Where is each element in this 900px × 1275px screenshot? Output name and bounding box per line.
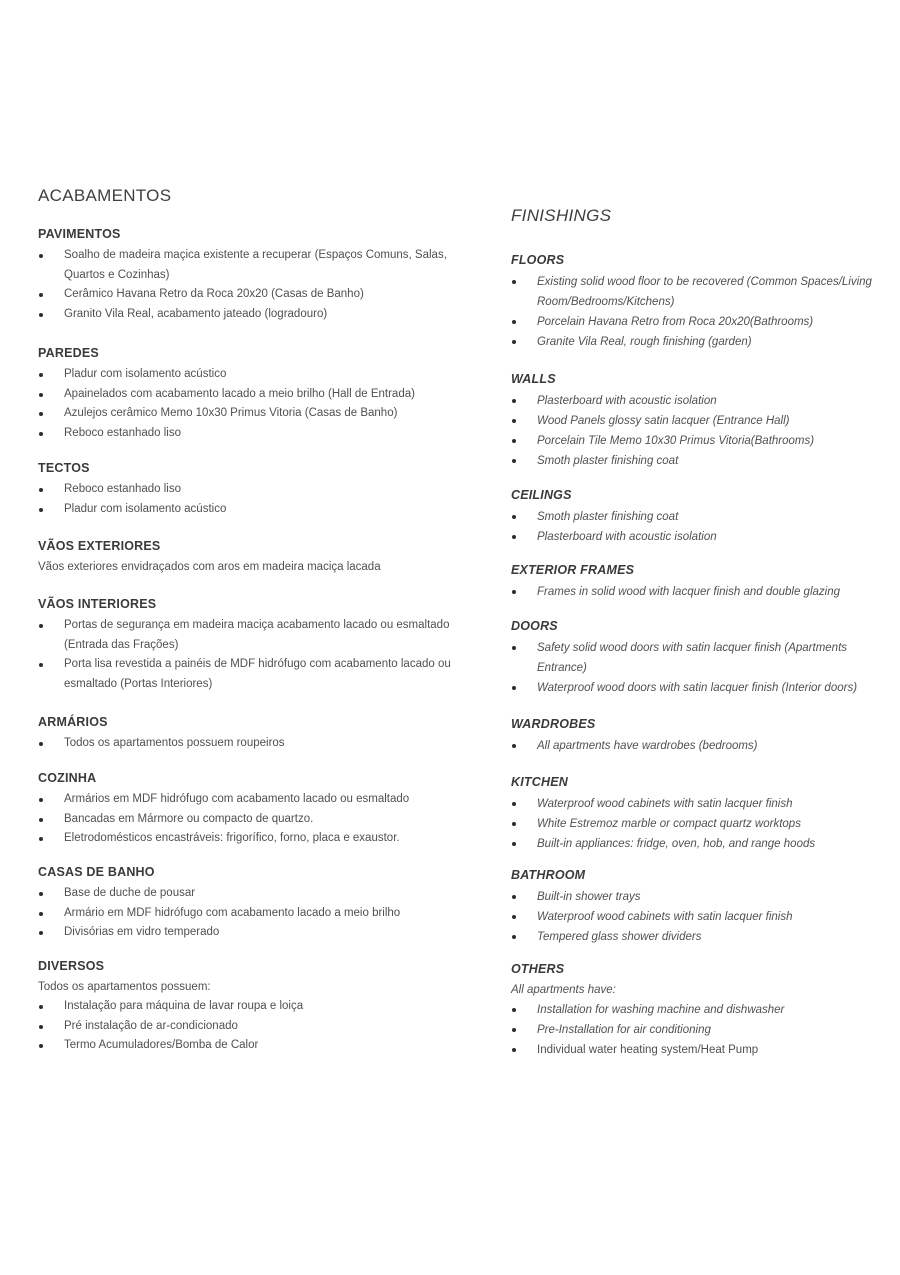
bullet-list	[511, 582, 891, 602]
list-item: Todos os apartamentos possuem roupeiros	[38, 734, 488, 754]
list-item: Plasterboard with acoustic isolation	[511, 527, 891, 547]
pt-section-diversos	[38, 958, 488, 1056]
bullet-list	[511, 887, 891, 947]
bullet-list	[511, 1000, 891, 1060]
list-item: Smoth plaster finishing coat	[511, 451, 891, 471]
list-item: Porta lisa revestida a painéis de MDF hidrófugo com acabamento lacado ou esmaltado (Portas Interiores)	[38, 655, 488, 694]
section-heading: VÃOS EXTERIORES	[38, 539, 161, 553]
section-heading: FLOORS	[511, 253, 565, 267]
bullet-list	[38, 790, 488, 849]
list-item: Built-in appliances: fridge, oven, hob, and range hoods	[511, 834, 891, 854]
list-item: All apartments have wardrobes (bedrooms)	[511, 736, 891, 756]
bullet-list	[511, 736, 891, 756]
section-heading: DOORS	[511, 619, 558, 633]
bullet-list	[511, 794, 891, 854]
section-heading: ARMÁRIOS	[38, 715, 108, 729]
pt-section-cozinha	[38, 770, 488, 849]
bullet-list	[38, 365, 488, 443]
bullet-list	[38, 884, 488, 943]
list-item: Frames in solid wood with lacquer finish and double glazing	[511, 582, 891, 602]
list-item: Pre-Installation for air conditioning	[511, 1020, 891, 1040]
list-item: Instalação para máquina de lavar roupa e loiça	[38, 997, 488, 1017]
list-item: Armário em MDF hidrófugo com acabamento lacado a meio brilho	[38, 904, 488, 924]
section-heading: KITCHEN	[511, 775, 568, 789]
list-item: Azulejos cerâmico Memo 10x30 Primus Vitoria (Casas de Banho)	[38, 404, 488, 424]
list-item: Armários em MDF hidrófugo com acabamento lacado ou esmaltado	[38, 790, 488, 810]
list-item: Soalho de madeira maçica existente a recuperar (Espaços Comuns, Salas, Quartos e Cozinhas)	[38, 246, 488, 285]
en-section-ceilings	[511, 487, 891, 547]
section-heading: PAREDES	[38, 346, 99, 360]
en-section-floors	[511, 252, 891, 352]
pt-section-paredes	[38, 345, 488, 443]
list-item: Waterproof wood doors with satin lacquer finish (Interior doors)	[511, 678, 891, 698]
list-item: Smoth plaster finishing coat	[511, 507, 891, 527]
pt-title: ACABAMENTOS	[38, 186, 172, 205]
list-item: Reboco estanhado liso	[38, 480, 488, 500]
section-heading: OTHERS	[511, 962, 565, 976]
section-heading: VÃOS INTERIORES	[38, 597, 157, 611]
list-item: Granito Vila Real, acabamento jateado (logradouro)	[38, 305, 488, 325]
list-item: Bancadas em Mármore ou compacto de quartzo.	[38, 810, 488, 830]
list-item: Porcelain Havana Retro from Roca 20x20(Bathrooms)	[511, 312, 891, 332]
list-item: Termo Acumuladores/Bomba de Calor	[38, 1036, 488, 1056]
list-item: Granite Vila Real, rough finishing (garden)	[511, 332, 891, 352]
en-section-kitchen	[511, 774, 891, 854]
bullet-list	[511, 391, 891, 471]
list-item: Pré instalação de ar-condicionado	[38, 1017, 488, 1037]
section-heading: WALLS	[511, 372, 556, 386]
pt-section-casas-de-banho	[38, 864, 488, 943]
list-item: Porcelain Tile Memo 10x30 Primus Vitoria(Bathrooms)	[511, 431, 891, 451]
section-heading: EXTERIOR FRAMES	[511, 563, 635, 577]
list-item: Portas de segurança em madeira maciça acabamento lacado ou esmaltado (Entrada das Frações)	[38, 616, 488, 655]
pt-section-vaos-exteriores	[38, 538, 488, 577]
list-item: Waterproof wood cabinets with satin lacquer finish	[511, 907, 891, 927]
section-heading: CASAS DE BANHO	[38, 865, 155, 879]
bullet-list	[511, 638, 891, 698]
list-item: Cerâmico Havana Retro da Roca 20x20 (Casas de Banho)	[38, 285, 488, 305]
section-heading: TECTOS	[38, 461, 90, 475]
list-item: Installation for washing machine and dishwasher	[511, 1000, 891, 1020]
section-text: Vãos exteriores envidraçados com aros em madeira maciça lacada	[38, 561, 381, 573]
list-item: Divisórias em vidro temperado	[38, 923, 488, 943]
list-item: Pladur com isolamento acústico	[38, 500, 488, 520]
bullet-list	[38, 734, 488, 754]
list-item: Existing solid wood floor to be recovered (Common Spaces/Living Room/Bedrooms/Kitchens)	[511, 272, 891, 312]
list-item: Eletrodomésticos encastráveis: frigorífico, forno, placa e exaustor.	[38, 829, 488, 849]
section-heading: PAVIMENTOS	[38, 227, 121, 241]
bullet-list	[511, 272, 891, 352]
en-title: FINISHINGS	[511, 206, 612, 225]
list-item: Waterproof wood cabinets with satin lacquer finish	[511, 794, 891, 814]
list-item: White Estremoz marble or compact quartz worktops	[511, 814, 891, 834]
list-item: Individual water heating system/Heat Pump	[511, 1040, 891, 1060]
list-item: Safety solid wood doors with satin lacquer finish (Apartments Entrance)	[511, 638, 891, 678]
bullet-list	[38, 246, 488, 324]
list-item: Built-in shower trays	[511, 887, 891, 907]
section-heading: COZINHA	[38, 771, 97, 785]
en-section-doors	[511, 618, 891, 698]
en-section-walls	[511, 371, 891, 471]
section-heading: BATHROOM	[511, 868, 586, 882]
bullet-list	[38, 997, 488, 1056]
list-item: Apainelados com acabamento lacado a meio brilho (Hall de Entrada)	[38, 385, 488, 405]
bullet-list	[511, 507, 891, 547]
section-heading: CEILINGS	[511, 488, 572, 502]
section-heading: DIVERSOS	[38, 959, 105, 973]
pt-section-vaos-interiores	[38, 596, 488, 694]
bullet-list	[38, 616, 488, 694]
en-section-others	[511, 961, 891, 1060]
pt-section-armarios	[38, 714, 488, 754]
bullet-list	[38, 480, 488, 519]
list-item: Reboco estanhado liso	[38, 424, 488, 444]
list-item: Base de duche de pousar	[38, 884, 488, 904]
list-item: Plasterboard with acoustic isolation	[511, 391, 891, 411]
list-item: Pladur com isolamento acústico	[38, 365, 488, 385]
list-item: Tempered glass shower dividers	[511, 927, 891, 947]
pt-section-pavimentos	[38, 226, 488, 324]
section-text: All apartments have:	[511, 984, 616, 996]
section-heading: WARDROBES	[511, 717, 596, 731]
list-item: Wood Panels glossy satin lacquer (Entrance Hall)	[511, 411, 891, 431]
pt-section-tectos	[38, 460, 488, 519]
en-section-bathroom	[511, 867, 891, 947]
section-text: Todos os apartamentos possuem:	[38, 981, 211, 993]
en-section-exterior-frames	[511, 562, 891, 602]
en-section-wardrobes	[511, 716, 891, 756]
